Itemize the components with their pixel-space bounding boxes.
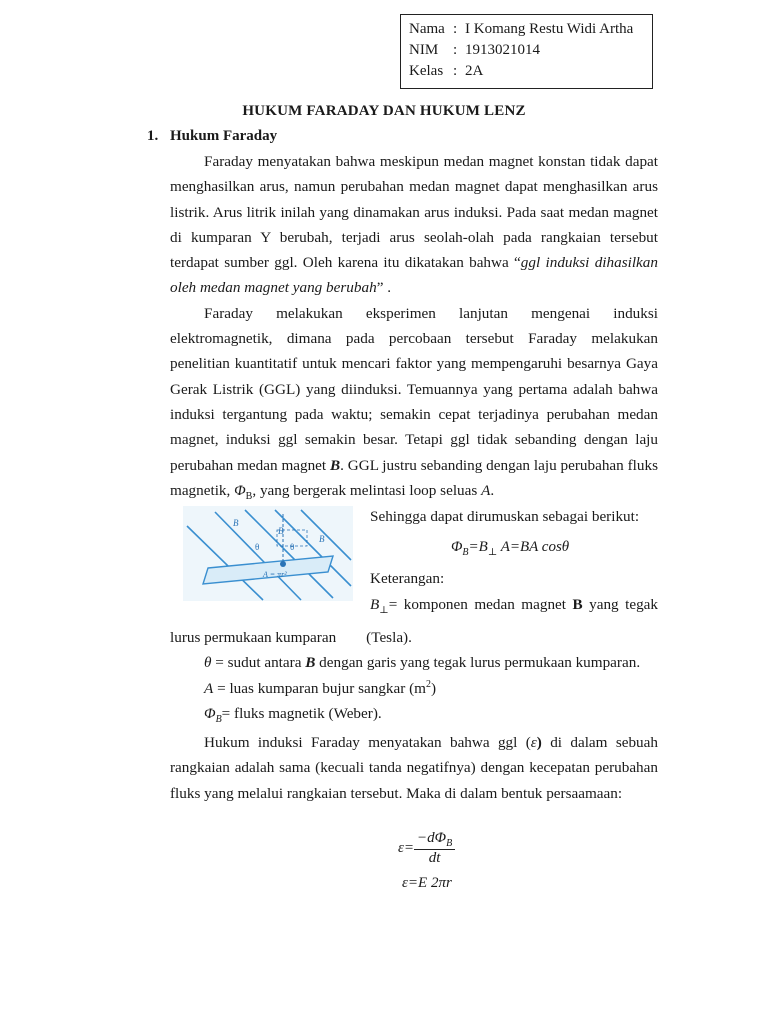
formula-emf-loop: ε=E 2πr bbox=[402, 875, 452, 891]
italic-quote: ggl induksi dihasilkan oleh medan magnet yang berubah bbox=[170, 254, 658, 297]
superscript: 2 bbox=[425, 679, 431, 690]
paragraph-text: . bbox=[490, 481, 495, 499]
student-info-box bbox=[400, 14, 653, 89]
definition-text: yang tegak bbox=[582, 596, 658, 613]
bold-paren: ) bbox=[536, 734, 542, 751]
label-theta: θ bbox=[255, 542, 260, 552]
document-title: HUKUM FARADAY DAN HUKUM LENZ bbox=[242, 103, 526, 119]
label-theta: θ bbox=[290, 542, 295, 552]
symbol-phi: Φ bbox=[234, 481, 246, 499]
quote-end: ” . bbox=[376, 279, 392, 297]
formula-subscript: B bbox=[462, 547, 469, 558]
label-b: B bbox=[319, 534, 325, 544]
definition-theta bbox=[204, 654, 640, 672]
formula-perp: ⊥ bbox=[487, 547, 498, 558]
definition-text: lurus permukaan kumparan bbox=[170, 629, 337, 646]
info-row-name bbox=[409, 19, 644, 40]
formula-part: A=BA cosθ bbox=[497, 539, 570, 555]
formula-lhs: ε= bbox=[398, 839, 415, 856]
definition-phi bbox=[204, 705, 382, 725]
keterangan-label: Keterangan: bbox=[370, 570, 445, 587]
formula-faraday-law bbox=[398, 830, 455, 867]
info-label: Kelas bbox=[409, 63, 444, 79]
section-number: 1. bbox=[147, 128, 159, 144]
info-separator: : bbox=[453, 63, 458, 79]
paragraph-text: . GGL justru sebanding dengan laju perubahan fluks magnetik, bbox=[170, 456, 658, 499]
definition-bperp bbox=[370, 596, 658, 616]
info-value: 2A bbox=[465, 63, 484, 79]
fraction bbox=[414, 830, 455, 867]
formula-part: =B bbox=[468, 539, 488, 555]
body-paragraph-3 bbox=[170, 730, 658, 806]
symbol-b: B bbox=[330, 456, 341, 474]
body-paragraphs bbox=[170, 149, 658, 509]
symbol-subscript: B bbox=[245, 490, 253, 502]
section-title: Hukum Faraday bbox=[170, 128, 278, 144]
definition-text: = sudut antara bbox=[211, 654, 306, 671]
figure-background bbox=[183, 506, 353, 601]
definition-text: = luas kumparan bujur sangkar (m bbox=[213, 680, 426, 698]
fraction-numerator: $-d\Phi_B$ bbox=[414, 830, 455, 850]
label-area: A = πr² bbox=[263, 570, 287, 579]
definition-text: = fluks magnetik (Weber). bbox=[221, 705, 382, 722]
definition-text: dengan garis yang tegak lurus permukaan kumparan. bbox=[315, 654, 641, 671]
center-dot bbox=[280, 561, 286, 567]
paragraph-text: Faraday melakukan eksperimen lanjutan mengenai induksi elektromagnetik, dimana pada percobaan tersebut Faraday melakukan penelitian kuantitatif untuk mencari faktor yang mempengaruhi besarnya Gaya Gerak Listrik (GGL) yang diinduksi. Temuannya yang pertama adalah bahwa induksi tergantung pada waktu; semakin cepat terjadinya perubahan medan magnet, induksi ggl semakin besar. Tetapi ggl tidak sebanding dengan laju perubahan medan magnet bbox=[170, 304, 658, 474]
paragraph-text: Faraday menyatakan bahwa meskipun medan magnet konstan tidak dapat menghasilkan arus, namun perubahan medan magnet dapat menghasilkan arus listrik. Arus litrik inilah yang dinamakan arus induksi. Pada saat medan magnet di kumparan Y berubah, terjadi arus seolah-olah pada rangkaian tersebut terdapat sumber ggl. Oleh karena itu dikatakan bahwa “ bbox=[170, 153, 658, 272]
info-separator: : bbox=[453, 21, 458, 37]
info-value: 1913021014 bbox=[465, 42, 540, 58]
formula-subscript: B bbox=[446, 838, 453, 849]
magnetic-flux-diagram bbox=[183, 506, 353, 601]
info-separator: : bbox=[453, 42, 458, 58]
paragraph-3 bbox=[170, 730, 658, 806]
paragraph-text: Hukum induksi Faraday menyatakan bahwa ggl ( bbox=[204, 734, 531, 751]
definition-bperp-continued bbox=[170, 629, 412, 647]
symbol-theta: θ bbox=[204, 654, 212, 671]
symbol-a: A bbox=[481, 481, 491, 499]
label-b: B bbox=[278, 526, 284, 536]
derivation-intro: Sehingga dapat dirumuskan sebagai berikut: bbox=[370, 508, 640, 525]
formula-phi: Φ bbox=[451, 539, 463, 555]
symbol-b: B bbox=[370, 596, 380, 613]
label-b: B bbox=[233, 518, 239, 528]
paragraph-text: , yang bergerak melintasi loop seluas bbox=[252, 481, 482, 499]
unit-text: (Tesla). bbox=[366, 629, 412, 646]
symbol-a: A bbox=[204, 680, 214, 698]
symbol-subscript: B bbox=[215, 714, 222, 726]
bold-b: B bbox=[572, 596, 583, 613]
formula-flux bbox=[451, 539, 569, 558]
definition-area bbox=[204, 679, 436, 698]
symbol-subscript: ⊥ bbox=[379, 605, 389, 617]
symbol-b: B bbox=[305, 654, 316, 671]
paragraph-1 bbox=[170, 149, 658, 301]
paragraph-2 bbox=[170, 301, 658, 509]
definition-text: ) bbox=[430, 680, 437, 698]
section-heading bbox=[147, 128, 277, 145]
fraction-denominator: dt bbox=[428, 850, 441, 866]
info-label: NIM bbox=[409, 42, 439, 58]
info-row-class bbox=[409, 61, 644, 82]
definition-text: = komponen medan magnet bbox=[388, 596, 573, 613]
info-label: Nama bbox=[409, 21, 445, 37]
symbol-epsilon: ε bbox=[530, 734, 537, 751]
info-row-nim bbox=[409, 40, 644, 61]
symbol-phi: Φ bbox=[204, 705, 216, 722]
info-value: I Komang Restu Widi Artha bbox=[465, 21, 634, 37]
paragraph-text: di dalam sebuah rangkaian adalah sama (kecuali tanda negatifnya) dengan kecepatan perubahan fluks yang melalui rangkaian tersebut. Maka di dalam bentuk persaamaan: bbox=[170, 734, 658, 802]
